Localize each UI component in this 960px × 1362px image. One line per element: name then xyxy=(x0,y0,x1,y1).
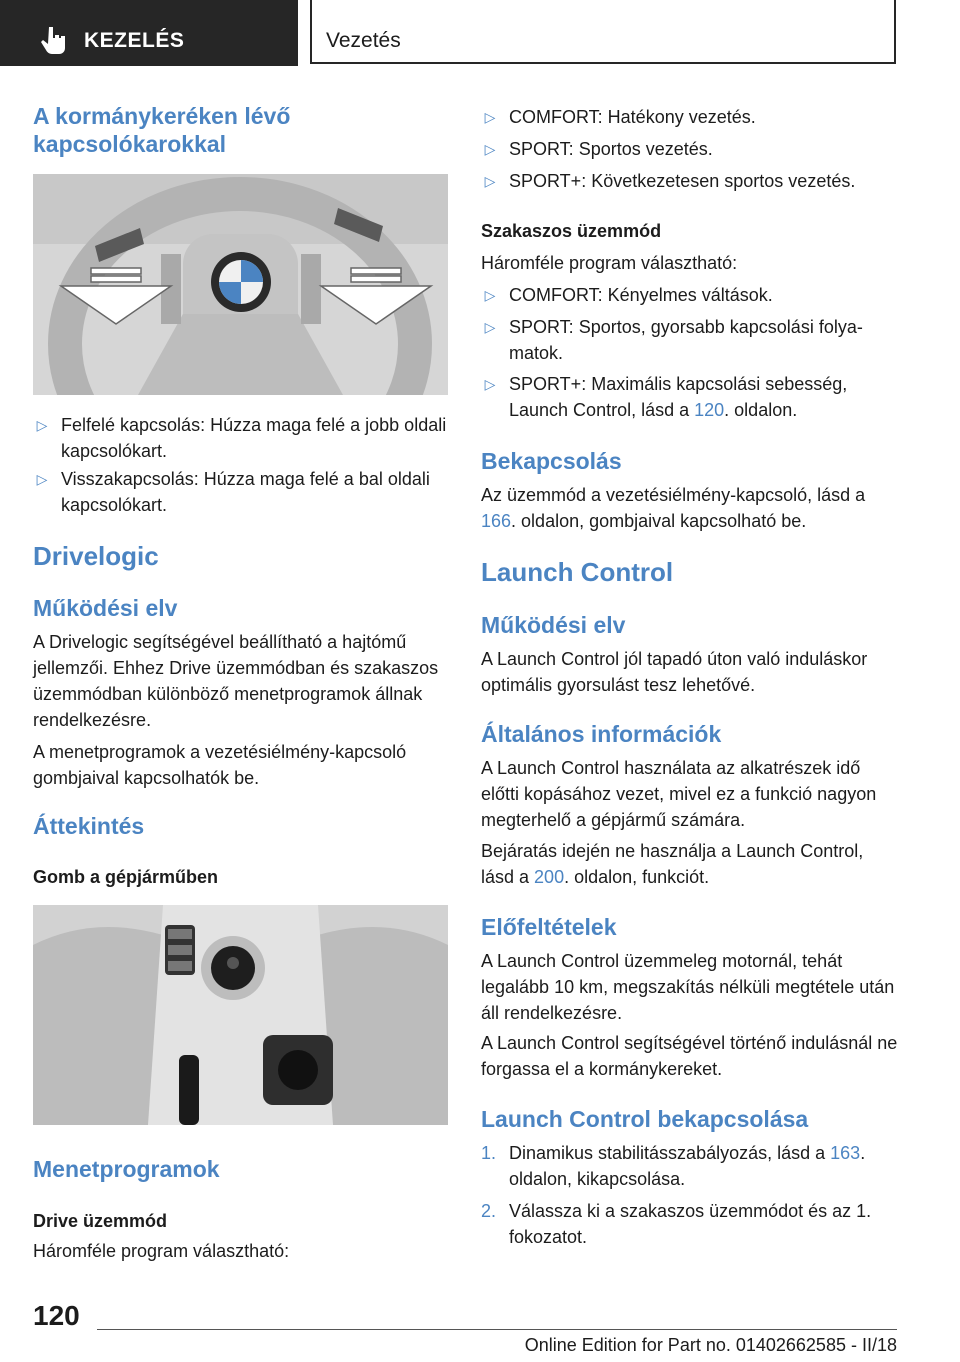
heading-drive-mode: Drive üzemmód xyxy=(33,1211,168,1231)
principle-paragraph-1: A Drivelogic segítségével beállítható a hajtómű jellemzői. Ehhez Drive üzemmódban és szakaszos üzemmódban különböző menetprogramok állnak rendelkezésre. xyxy=(33,632,439,730)
triangle-bullet-icon: ▷ xyxy=(36,417,48,433)
triangle-bullet-icon: ▷ xyxy=(484,287,496,303)
heading-paddles: A kormánykeréken lévő kapcsolókarokkal xyxy=(33,103,291,157)
general-paragraph-1: A Launch Control használata az alkatrészek idő előtti kopásához vezet, mivel ez a funkció nagyon megterhelő a gépjármű számára. xyxy=(481,758,877,830)
switch-on-paragraph: Az üzemmód a vezetésiélmény-kapcsoló, lásd a 166. oldalon, gombjaival kapcsolható be. xyxy=(481,485,866,531)
steering-wheel-illustration xyxy=(33,174,448,395)
heading-overview: Áttekintés xyxy=(33,813,145,839)
center-console-illustration xyxy=(33,905,448,1125)
heading-programs: Menetprogramok xyxy=(33,1156,220,1182)
heading-button: Gomb a gépjárműben xyxy=(33,867,219,887)
principle-paragraph-2: A menetprogramok a vezetésiélmény-kapcsoló gombjaival kapcsolhatók be. xyxy=(33,742,407,788)
chapter-title: Vezetés xyxy=(326,29,401,52)
page-link-163[interactable]: 163 xyxy=(830,1143,861,1163)
lc-principle-paragraph: A Launch Control jól tapadó úton való induláskor optimális gyorsulást tesz lehetővé. xyxy=(481,649,868,695)
heading-general-info: Általános információk xyxy=(481,721,722,747)
footer-divider xyxy=(97,1329,897,1330)
heading-lc-principle: Működési elv xyxy=(481,612,626,638)
heading-prerequisites: Előfeltételek xyxy=(481,914,617,940)
heading-principle: Működési elv xyxy=(33,595,178,621)
page-link-166[interactable]: 166 xyxy=(481,511,512,531)
edition-footer: Online Edition for Part no. 01402662585 - II/18 xyxy=(524,1335,897,1355)
triangle-bullet-icon: ▷ xyxy=(36,471,48,487)
triangle-bullet-icon: ▷ xyxy=(484,319,496,335)
sequential-intro: Háromféle program választható: xyxy=(481,253,738,273)
heading-drivelogic: Drivelogic xyxy=(33,541,159,571)
prereq-paragraph-1: A Launch Control üzemmeleg motornál, tehát legalább 10 km, megszakítás nélküli megtétele után áll rendelkezésre. xyxy=(481,951,895,1023)
section-title: KEZELÉS xyxy=(84,29,185,52)
drive-mode-intro: Háromféle program választható: xyxy=(33,1241,290,1261)
page-link-200[interactable]: 200 xyxy=(534,867,565,887)
page-number: 120 xyxy=(33,1300,80,1331)
triangle-bullet-icon: ▷ xyxy=(484,173,496,189)
heading-switch-on: Bekapcsolás xyxy=(481,448,622,474)
page-link-120[interactable]: 120 xyxy=(694,400,725,420)
steering-wheel-photo xyxy=(33,174,448,395)
triangle-bullet-icon: ▷ xyxy=(484,376,496,392)
heading-activate-launch: Launch Control bekapcsolása xyxy=(481,1106,809,1132)
triangle-bullet-icon: ▷ xyxy=(484,109,496,125)
step-number: 2. xyxy=(481,1201,497,1221)
prereq-paragraph-2: A Launch Control segítségével történő indulásnál ne forgassa el a kormánykereket. xyxy=(481,1033,898,1079)
heading-launch-control: Launch Control xyxy=(481,557,674,587)
triangle-bullet-icon: ▷ xyxy=(484,141,496,157)
step-number: 1. xyxy=(481,1143,497,1163)
hand-pointer-icon xyxy=(40,25,68,55)
center-console-photo xyxy=(33,905,448,1125)
heading-sequential: Szakaszos üzemmód xyxy=(481,221,662,241)
general-paragraph-2: Bejáratás idején ne használja a Launch Control, lásd a 200. oldalon, funkciót. xyxy=(481,841,864,887)
